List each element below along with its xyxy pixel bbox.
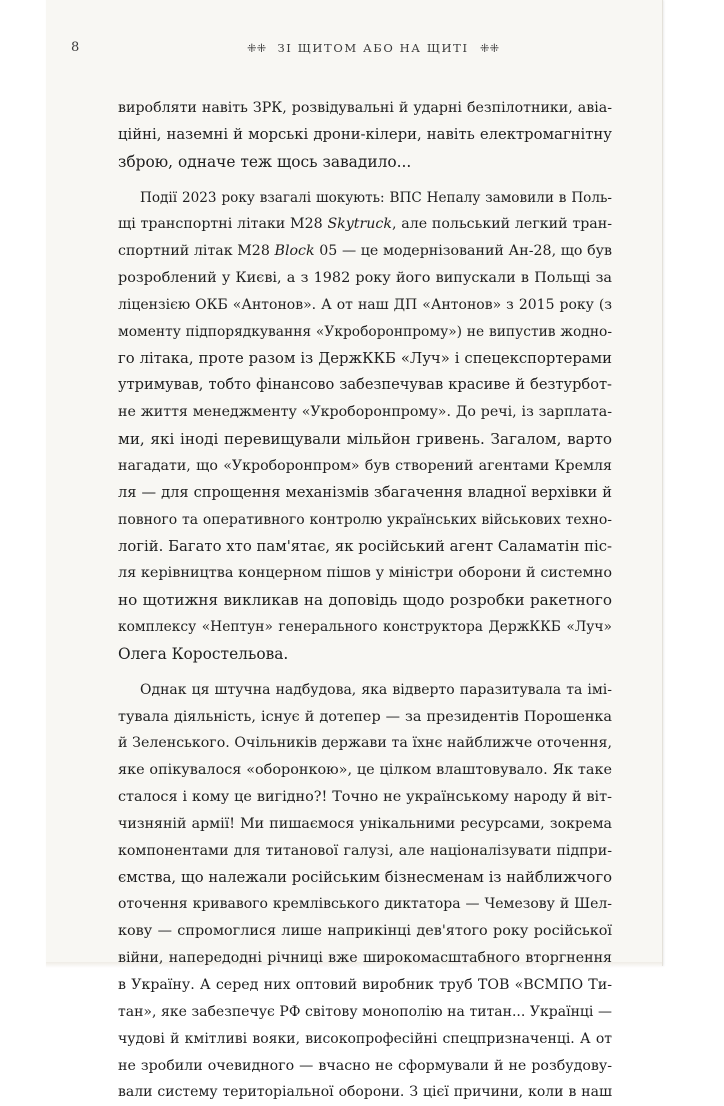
text-line: зброю, одначе теж щось завадило... <box>118 152 412 171</box>
text-line: ліцензією ОКБ «Антонов». А от наш ДП «Антонов» з 2015 року (з <box>118 296 612 313</box>
text-line: утримував, тобто фінансово забезпечував красиве й безтурбот- <box>118 376 612 394</box>
text-line: комплексу «Нептун» генерального конструктора ДержККБ «Луч» <box>118 619 612 636</box>
paragraph <box>118 185 612 668</box>
text-line: чудові й кмітливі вояки, високопрофесійні спецпризначенці. А от <box>118 1030 612 1047</box>
paragraph <box>118 95 612 176</box>
ornament-right-icon: ⁜⁜ <box>479 41 500 55</box>
text-line: ми, які іноді перевищували мільйон гривень. Загалом, варто <box>118 430 612 449</box>
running-head-title: ЗІ ЩИТОМ АБО НА ЩИТІ <box>277 41 469 55</box>
text-line: Однак ця штучна надбудова, яка відверто паразитувала та імі- <box>140 681 612 698</box>
paragraph-gap <box>118 668 612 677</box>
text-line: розроблений у Києві, а з 1982 року його випускали в Польщі за <box>118 270 612 287</box>
text-line: не зробили очевидного — вчасно не сформували й не розбудову- <box>118 1057 612 1074</box>
text-line: спортний літак М28 Block 05 — це модернізований Ан-28, що був <box>118 243 613 260</box>
text-line: й Зеленського. Очільників держави та їхнє найближче оточення, <box>118 735 612 752</box>
body-text <box>118 95 612 1106</box>
text-line: виробляти навіть ЗРК, розвідувальні й ударні безпілотники, авіа- <box>118 100 612 116</box>
page-header <box>71 40 631 62</box>
text-line: чизняній армії! Ми пишаємося унікальними ресурсами, зокрема <box>118 815 612 832</box>
text-line: компонентами для титанової галузі, але націоналізувати підпри- <box>118 842 612 859</box>
ornament-left-icon: ⁜⁜ <box>247 41 267 55</box>
text-line: ля керівництва концерном пішов у міністри оборони й системно <box>118 565 612 582</box>
text-line: логій. Багато хто пам'ятає, як російський агент Саламатін піс- <box>118 537 612 555</box>
text-line: кову — спромоглися лише наприкінці дев'ятого року російської <box>118 923 612 940</box>
text-line: війни, напередодні річниці вже широкомасштабного вторгнення <box>118 950 612 967</box>
page-number: 8 <box>71 40 80 55</box>
running-head <box>241 41 505 55</box>
paragraph <box>118 677 612 1106</box>
text-line: яке опікувалося «оборонкою», це цілком влаштовувало. Як таке <box>118 762 612 779</box>
text-line: повного та оперативного контролю українських військових техно- <box>118 511 612 528</box>
text-line: оточення кривавого кремлівського диктатора — Чемезову й Шел- <box>118 896 612 913</box>
text-line: Події 2023 року взагалі шокують: ВПС Непалу замовили в Поль- <box>140 189 612 206</box>
text-line: щі транспортні літаки М28 Skytruck, але польський легкий тран- <box>118 216 612 233</box>
text-line: го літака, проте разом із ДержККБ «Луч» і спецекспортерами <box>118 349 612 367</box>
text-line: тан», яке забезпечує РФ світову монополію на титан... Українці — <box>118 1003 612 1020</box>
text-line: ля — для спрощення механізмів збагачення владної верхівки й <box>118 483 612 501</box>
text-line: вали систему територіальної оборони. З цієї причини, коли в наш <box>118 1084 612 1101</box>
text-line: нагадати, що «Укроборонпром» був створений агентами Кремля <box>118 457 612 474</box>
paragraph-gap <box>118 176 612 185</box>
text-line: не життя менеджменту «Укроборонпрому». До речі, із зарплата- <box>118 404 612 421</box>
text-line: тувала діяльність, існує й дотепер — за президентів Порошенка <box>118 708 612 725</box>
text-line: Олега Коростельова. <box>118 644 289 663</box>
text-line: ємства, що належали російським бізнесменам із найближчого <box>118 868 612 886</box>
text-line: ційні, наземні й морські дрони-кілери, навіть електромагнітну <box>118 125 612 143</box>
text-line: сталося і кому це вигідно?! Точно не українському народу й віт- <box>118 789 612 806</box>
text-line: в Україну. А серед них оптовий виробник труб ТОВ «ВСМПО Ти- <box>118 977 612 993</box>
text-line: но щотижня викликав на доповідь щодо розробки ракетного <box>118 591 612 610</box>
text-line: моменту підпорядкування «Укроборонпрому») не випустив жодно- <box>118 323 612 340</box>
